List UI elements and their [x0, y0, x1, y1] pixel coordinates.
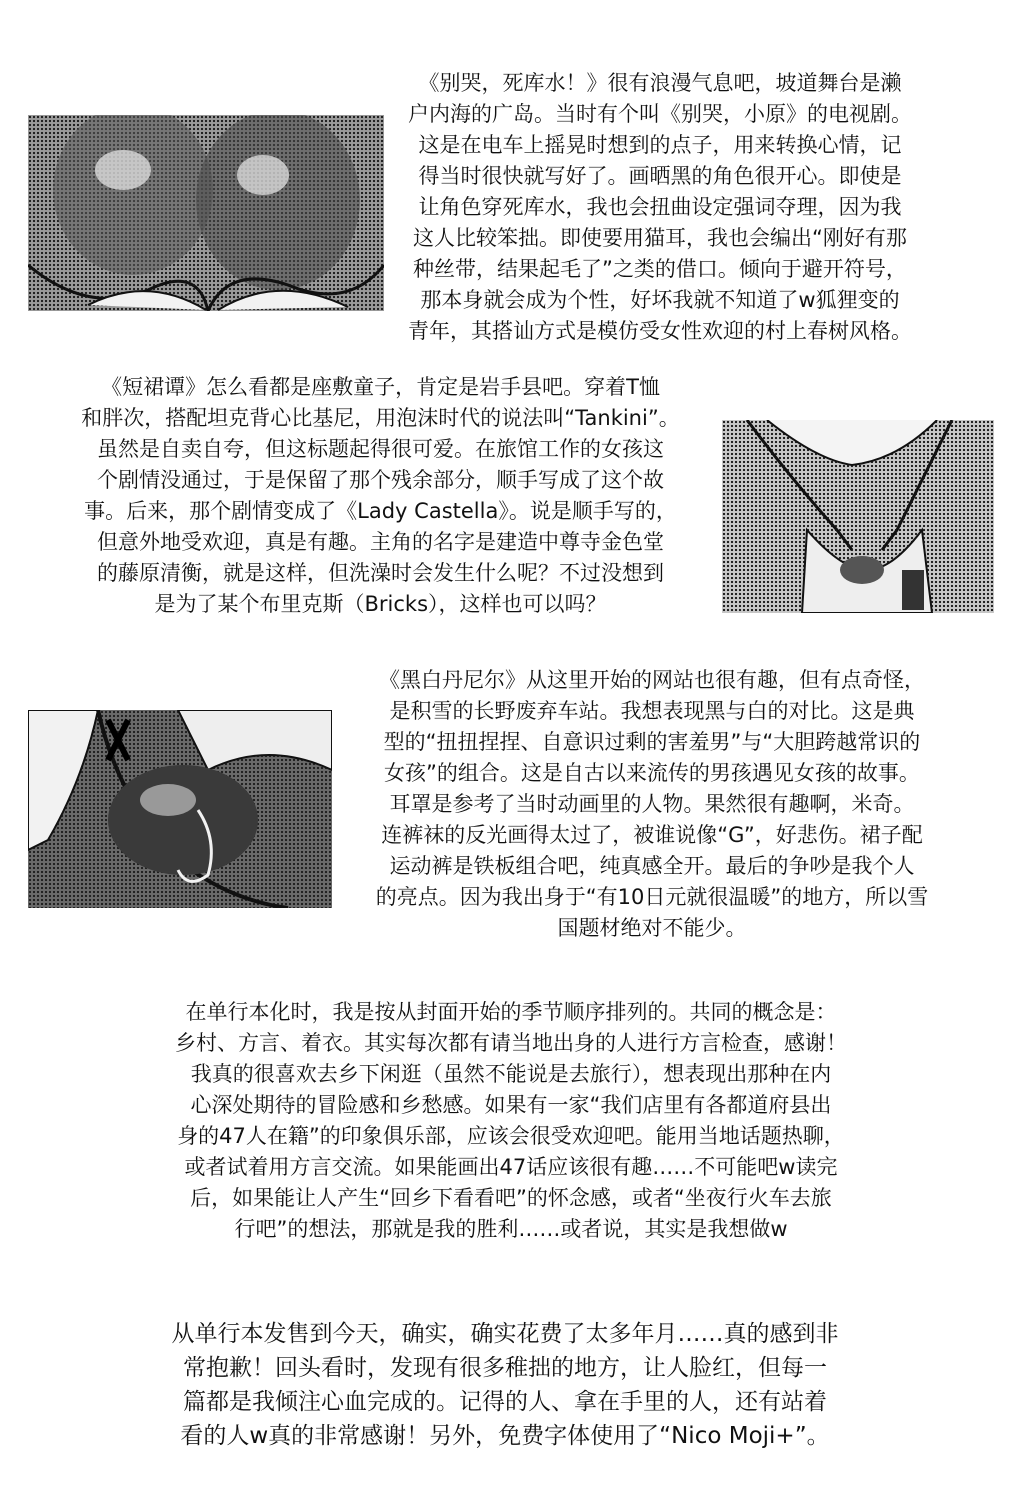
text-line: 看的人w真的非常感谢！另外，免费字体使用了“Nico Moji+”。	[180, 1423, 830, 1449]
text-line: 是积雪的长野废弃车站。我想表现黑与白的对比。这是典	[389, 699, 915, 723]
text-line: 和胖次，搭配坦克背心比基尼，用泡沫时代的说法叫“Tankini”。	[81, 406, 680, 430]
text-line: 的藤原清衡，就是这样，但洗澡时会发生什么呢？不过没想到	[97, 561, 664, 585]
text-line: 篇都是我倾注心血完成的。记得的人、拿在手里的人，还有站着	[183, 1389, 827, 1415]
paragraph-1	[385, 68, 935, 347]
text-line: 的亮点。因为我出身于“有10日元就很温暖”的地方，所以雪	[375, 885, 929, 909]
text-line: 是为了某个布里克斯（Bricks），这样也可以吗？	[154, 592, 607, 616]
text-line: 这是在电车上摇晃时想到的点子，用来转换心情，记	[418, 133, 902, 157]
text-line: 乡村、方言、着衣。其实每次都有请当地出身的人进行方言检查，感谢！	[175, 1031, 847, 1055]
text-line: 身的47人在籍”的印象俱乐部，应该会很受欢迎吧。能用当地话题热聊，	[177, 1124, 845, 1148]
text-line: 青年，其搭讪方式是模仿受女性欢迎的村上春树风格。	[408, 319, 912, 343]
text-line: 《短裙谭》怎么看都是座敷童子，肯定是岩手县吧。穿着T恤	[101, 375, 660, 399]
manga-panel-3	[28, 710, 332, 908]
text-line: 户内海的广岛。当时有个叫《别哭，小原》的电视剧。	[408, 102, 912, 126]
manga-panel-2	[722, 420, 994, 613]
text-line: 国题材绝对不能少。	[557, 916, 747, 940]
text-line: 《黑白丹尼尔》从这里开始的网站也很有趣，但有点奇怪，	[379, 668, 925, 692]
text-line: 那本身就会成为个性，好坏我就不知道了w狐狸变的	[420, 288, 900, 312]
text-line: 心深处期待的冒险感和乡愁感。如果有一家“我们店里有各都道府县出	[190, 1093, 832, 1117]
text-line: 《别哭，死库水！》很有浪漫气息吧，坡道舞台是濑	[418, 71, 902, 95]
text-line: 但意外地受欢迎，真是有趣。主角的名字是建造中尊寺金色堂	[97, 530, 664, 554]
text-line: 耳罩是参考了当时动画里的人物。果然很有趣啊，米奇。	[389, 792, 915, 816]
text-line: 常抱歉！回头看时，发现有很多稚拙的地方，让人脸红，但每一	[183, 1355, 827, 1381]
paragraph-4	[95, 997, 927, 1245]
text-line: 运动裤是铁板组合吧，纯真感全开。最后的争吵是我个人	[389, 854, 915, 878]
paragraph-5	[105, 1317, 905, 1453]
text-line: 个剧情没通过，于是保留了那个残余部分，顺手写成了这个故	[97, 468, 664, 492]
text-line: 在单行本化时，我是按从封面开始的季节顺序排列的。共同的概念是：	[185, 1000, 837, 1024]
text-line: 型的“扭扭捏捏、自意识过剩的害羞男”与“大胆跨越常识的	[383, 730, 921, 754]
text-line: 事。后来，那个剧情变成了《Lady Castella》。说是顺手写的，	[84, 499, 677, 523]
paragraph-3	[328, 665, 976, 944]
text-line: 或者试着用方言交流。如果能画出47话应该很有趣……不可能吧w读完	[184, 1155, 838, 1179]
text-line: 得当时很快就写好了。画晒黑的角色很开心。即使是	[418, 164, 902, 188]
text-line: 行吧”的想法，那就是我的胜利……或者说，其实是我想做w	[234, 1217, 788, 1241]
text-line: 女孩”的组合。这是自古以来流传的男孩遇见女孩的故事。	[384, 761, 920, 785]
text-line: 让角色穿死库水，我也会扭曲设定强词夺理，因为我	[418, 195, 902, 219]
paragraph-2	[48, 372, 713, 620]
text-line: 种丝带，结果起毛了”之类的借口。倾向于避开符号，	[413, 257, 907, 281]
manga-panel-1	[28, 115, 384, 311]
text-line: 从单行本发售到今天，确实，确实花费了太多年月……真的感到非	[171, 1321, 839, 1347]
text-line: 后，如果能让人产生“回乡下看看吧”的怀念感，或者“坐夜行火车去旅	[190, 1186, 832, 1210]
text-line: 连裤袜的反光画得太过了，被谁说像“G”，好悲伤。裙子配	[381, 823, 923, 847]
text-line: 我真的很喜欢去乡下闲逛（虽然不能说是去旅行），想表现出那种在内	[190, 1062, 832, 1086]
text-line: 这人比较笨拙。即使要用猫耳，我也会编出“刚好有那	[413, 226, 907, 250]
text-line: 虽然是自卖自夸，但这标题起得很可爱。在旅馆工作的女孩这	[97, 437, 664, 461]
